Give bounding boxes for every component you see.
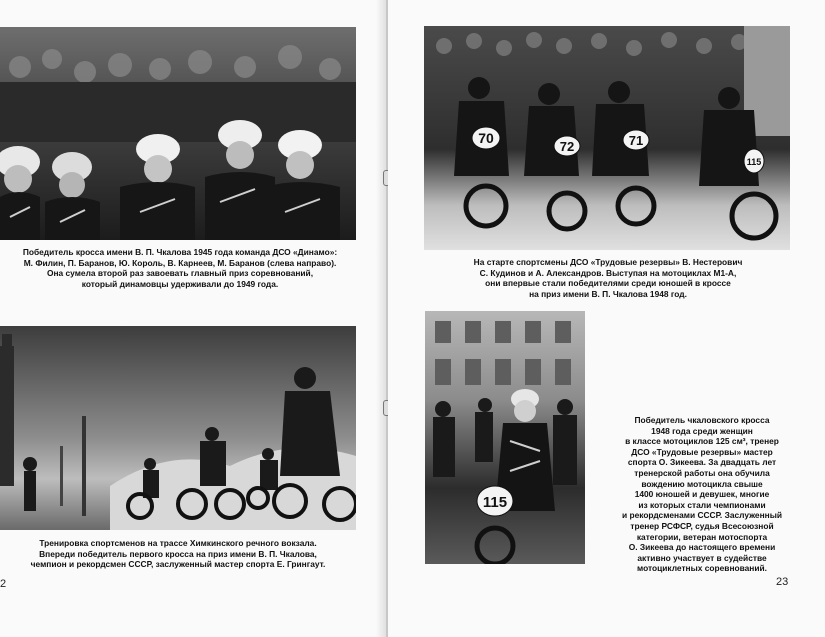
- caption-line: На старте спортсмены ДСО «Трудовые резервы» В. Нестерович: [473, 257, 743, 267]
- caption-khimki-training: [6, 538, 350, 570]
- caption-line: вождению мотоцикла свыше: [641, 478, 763, 489]
- caption-line: из которых стали чемпионами: [638, 499, 766, 510]
- caption-line: Впереди победитель первого кросса на приз имени В. П. Чкалова,: [39, 548, 317, 559]
- caption-line: спорта О. Зикеева. За двадцать лет: [627, 457, 777, 468]
- caption-line: Победитель чкаловского кросса: [634, 415, 770, 425]
- caption-line: категории, ветеран мотоспорта: [636, 531, 768, 542]
- caption-line: чемпион и рекордсмен СССР, заслуженный мастер спорта Е. Грингаут.: [30, 559, 326, 570]
- bib-70: 70: [478, 130, 494, 146]
- bib-72: 72: [559, 139, 575, 154]
- bib-115: 115: [482, 494, 508, 511]
- right-page: [388, 0, 825, 637]
- caption-line: они впервые стали победителями среди юношей в кроссе: [485, 278, 731, 289]
- left-page: [0, 0, 386, 637]
- caption-dynamo-team: [10, 247, 350, 289]
- right-page-number: 23: [776, 576, 789, 588]
- caption-line: С. Кудинов и А. Александров. Выступая на мотоциклах М1-А,: [479, 267, 737, 278]
- caption-line: 1400 юношей и девушек, многие: [634, 489, 770, 500]
- photo-khimki-training: [0, 326, 356, 530]
- caption-line: Тренировка спортсменов на трассе Химкинского речного вокзала.: [39, 538, 317, 548]
- photo-zikeeva: [425, 311, 585, 564]
- caption-line: тренерской работы она обучила: [634, 467, 770, 478]
- caption-line: О. Зикеева до настоящего времени: [628, 542, 776, 553]
- caption-zikeeva: [602, 415, 802, 574]
- left-page-number: 2: [0, 578, 7, 590]
- caption-line: в классе мотоциклов 125 см³, тренер: [625, 436, 779, 447]
- photo-dynamo-team-image: [0, 27, 356, 240]
- caption-line: ДСО «Трудовые резервы» мастер: [631, 446, 773, 457]
- photo-zikeeva-image: [425, 311, 585, 564]
- caption-line: и рекордсменами СССР. Заслуженный: [621, 510, 783, 521]
- bib-115-top: 115: [746, 157, 762, 167]
- photo-trudovye-rezervy-start-image: [424, 26, 790, 250]
- caption-line: Она сумела второй раз завоевать главный приз соревнований,: [46, 268, 314, 279]
- photo-dynamo-team: [0, 27, 356, 240]
- photo-trudovye-rezervy-start: [424, 26, 790, 250]
- photo-khimki-training-image: [0, 326, 356, 530]
- caption-line: мотоциклетных соревнований.: [637, 563, 767, 574]
- caption-line: М. Филин, П. Баранов, Ю. Король, В. Карнеев, М. Баранов (слева направо).: [23, 257, 337, 268]
- caption-line: на приз имени В. П. Чкалова 1948 год.: [529, 288, 687, 299]
- caption-line: тренер РСФСР, судья Всесоюзной: [630, 520, 774, 531]
- caption-trudovye-rezervy-start: [428, 257, 788, 299]
- caption-line: 1948 года среди женщин: [651, 425, 753, 436]
- bib-71: 71: [628, 133, 644, 148]
- caption-line: активно участвует в судействе: [637, 552, 767, 563]
- caption-line: который динамовцы удерживали до 1949 года.: [81, 278, 279, 289]
- caption-line: Победитель кросса имени В. П. Чкалова 1945 года команда ДСО «Динамо»:: [22, 247, 338, 257]
